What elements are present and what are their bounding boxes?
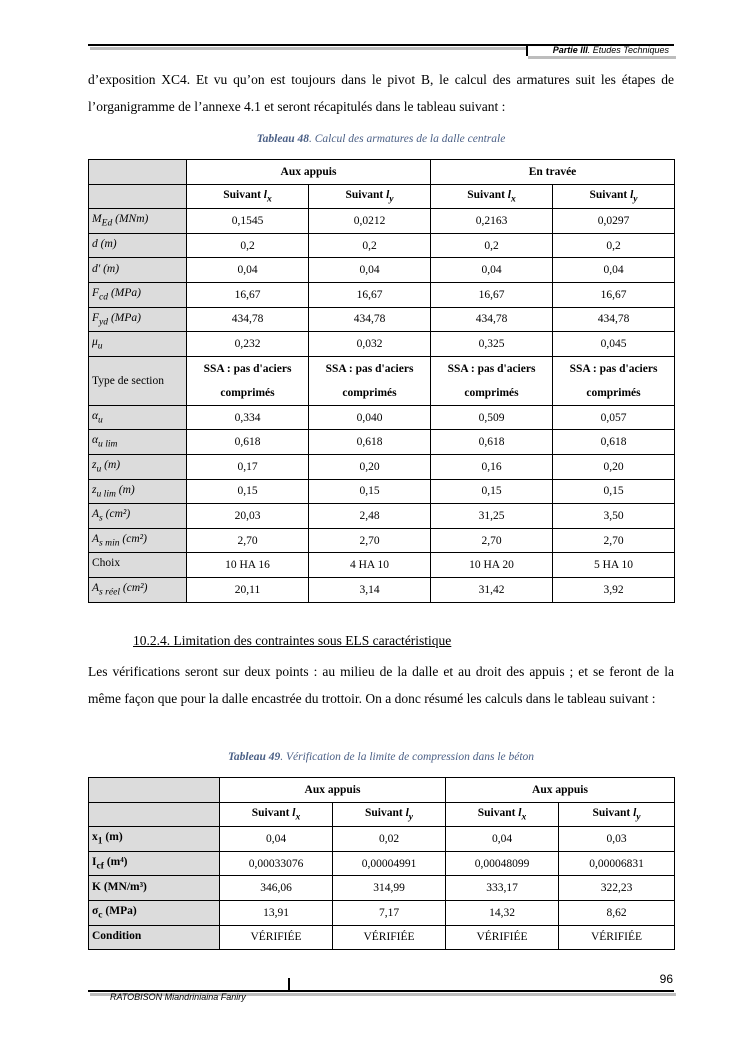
table48-cell: 0,057 [553, 405, 675, 430]
header-tab-shadow [528, 56, 676, 59]
table48-cell: 0,2 [187, 233, 309, 258]
table48-cell: 0,0297 [553, 209, 675, 234]
table48-cell: 0,2 [553, 233, 675, 258]
table49-group-1: Aux appuis [220, 778, 446, 803]
table48-cell: 0,032 [309, 332, 431, 357]
table49-col-header [89, 802, 675, 827]
header-title: . Études Techniques [587, 45, 669, 55]
table49-corner-2 [89, 802, 220, 827]
running-header [553, 45, 669, 55]
table49-row [89, 876, 675, 901]
row-label: $F_{cd}$ (MPa) [89, 282, 187, 307]
table49-row [89, 925, 675, 950]
table48-cell: 16,67 [187, 282, 309, 307]
row-label: $A_{s réel}$ (cm²) [89, 577, 187, 602]
table49-caption-number: Tableau 49 [227, 751, 281, 763]
table49-cell: VÉRIFIÉE [559, 925, 675, 950]
table48-cell: 0,2 [431, 233, 553, 258]
table48-row [89, 332, 675, 357]
table48-col-lx-1: Suivant $l_x$ [187, 184, 309, 209]
row-label: d' (m) [89, 258, 187, 283]
table49-caption-text: . Vérification de la limite de compression dans le béton [280, 751, 535, 763]
table48-row [89, 528, 675, 553]
table48-cell: 20,03 [187, 504, 309, 529]
table49-cell: VÉRIFIÉE [446, 925, 559, 950]
row-label: $z_{u lim}$ (m) [89, 479, 187, 504]
table48-cell: 10 HA 16 [187, 553, 309, 578]
table48-row [89, 577, 675, 602]
table48-cell: 16,67 [553, 282, 675, 307]
table48-cell: 0,618 [309, 430, 431, 455]
table49-cell: 333,17 [446, 876, 559, 901]
table48-cell: 4 HA 10 [309, 553, 431, 578]
table48-cell: 0,509 [431, 405, 553, 430]
table48-col-header [89, 184, 675, 209]
table48-row [89, 430, 675, 455]
table48-cell: 2,70 [187, 528, 309, 553]
table49-cell: 0,00033076 [220, 851, 333, 876]
table49-caption [88, 751, 674, 763]
page-number: 96 [659, 972, 673, 986]
header-part: Partie III [552, 45, 588, 55]
row-label: Type de section [89, 356, 187, 405]
table48-row [89, 479, 675, 504]
table49-col-ly-2: Suivant $l_y$ [559, 802, 675, 827]
table48-cell: 2,70 [309, 528, 431, 553]
table49-cell: VÉRIFIÉE [220, 925, 333, 950]
table48-cell: 0,040 [309, 405, 431, 430]
table48-cell: 2,70 [553, 528, 675, 553]
table48-cell: 31,25 [431, 504, 553, 529]
table49-group-header [89, 778, 675, 803]
table48-row [89, 258, 675, 283]
table48-cell: SSA : pas d'aciers comprimés [187, 356, 309, 405]
table49-row [89, 827, 675, 852]
table48-cell: 0,618 [187, 430, 309, 455]
table49-row [89, 851, 675, 876]
row-label: $F_{yd}$ (MPa) [89, 307, 187, 332]
table48-group-header [89, 160, 675, 185]
table48-caption-number: Tableau 48 [256, 133, 309, 145]
table48-cell: SSA : pas d'aciers comprimés [431, 356, 553, 405]
table48-cell: 434,78 [309, 307, 431, 332]
header-rule-shadow [90, 47, 528, 50]
table48-corner-2 [89, 184, 187, 209]
row-label: $\alpha_u$ [89, 405, 187, 430]
table48-cell: 0,232 [187, 332, 309, 357]
table49-cell: 0,02 [333, 827, 446, 852]
footer-tab [88, 978, 290, 992]
footer-rule [290, 990, 674, 992]
row-label: $x_1$ (m) [89, 827, 220, 852]
table48-cell: 0,20 [553, 454, 675, 479]
table48-caption [88, 133, 674, 145]
row-label: Condition [89, 925, 220, 950]
table48-cell: 0,2 [309, 233, 431, 258]
table49-col-lx-1: Suivant $l_x$ [220, 802, 333, 827]
row-label: $\alpha_{u lim}$ [89, 430, 187, 455]
footer-rule-shadow [292, 993, 676, 996]
table48-cell: 434,78 [431, 307, 553, 332]
table48-col-ly-1: Suivant $l_y$ [309, 184, 431, 209]
table49-cell: VÉRIFIÉE [333, 925, 446, 950]
table48-cell: 0,16 [431, 454, 553, 479]
table48-caption-text: . Calcul des armatures de la dalle centrale [308, 133, 506, 145]
header-rule [88, 44, 526, 46]
table48-cell: 0,04 [309, 258, 431, 283]
table48-cell: 0,1545 [187, 209, 309, 234]
row-label: $I_{cf}$ (m⁴) [89, 851, 220, 876]
subsection-heading: 10.2.4. Limitation des contraintes sous ELS caractéristique [133, 633, 452, 648]
table48-cell: 0,618 [431, 430, 553, 455]
table49-cell: 0,00004991 [333, 851, 446, 876]
table49-col-ly-1: Suivant $l_y$ [333, 802, 446, 827]
table48-cell: 10 HA 20 [431, 553, 553, 578]
table48-row [89, 282, 675, 307]
table48-corner [89, 160, 187, 185]
table48-cell: 31,42 [431, 577, 553, 602]
table48-row [89, 405, 675, 430]
row-label: $\sigma_c$ (MPa) [89, 900, 220, 925]
second-paragraph: Les vérifications seront sur deux points : au milieu de la dalle et au droit des appuis ; et se feront de la même façon que pour la dalle encastrée du trottoir. On a donc résumé les calculs dans le tableau suivant : [88, 664, 674, 706]
table48-group-appuis: Aux appuis [187, 160, 431, 185]
row-label: $A_s$ (cm²) [89, 504, 187, 529]
table48-row [89, 504, 675, 529]
table48-row [89, 553, 675, 578]
table48-row [89, 233, 675, 258]
row-label: $A_{s min}$ (cm²) [89, 528, 187, 553]
table49-cell: 0,00048099 [446, 851, 559, 876]
table48-cell: 0,15 [187, 479, 309, 504]
table48-cell: 0,618 [553, 430, 675, 455]
table48-cell: 0,045 [553, 332, 675, 357]
table48-cell: SSA : pas d'aciers comprimés [553, 356, 675, 405]
table48-col-ly-2: Suivant $l_y$ [553, 184, 675, 209]
row-label: K (MN/m³) [89, 876, 220, 901]
table48-cell: 3,92 [553, 577, 675, 602]
table48-cell: 0,20 [309, 454, 431, 479]
table48-cell: 5 HA 10 [553, 553, 675, 578]
table48-cell: 3,50 [553, 504, 675, 529]
table49-row [89, 900, 675, 925]
footer-author: RATOBISON Miandriniaina Faniry [110, 992, 246, 1002]
table48-cell: SSA : pas d'aciers comprimés [309, 356, 431, 405]
table48-cell: 2,70 [431, 528, 553, 553]
table48-cell: 0,04 [553, 258, 675, 283]
table48-row [89, 209, 675, 234]
table49-cell: 0,00006831 [559, 851, 675, 876]
table48-cell: 16,67 [431, 282, 553, 307]
table48-cell: 0,04 [431, 258, 553, 283]
table48-group-travee: En travée [431, 160, 675, 185]
table49-cell: 322,23 [559, 876, 675, 901]
table49-cell: 0,03 [559, 827, 675, 852]
row-label: $M_{Ed}$ (MNm) [89, 209, 187, 234]
table48-cell: 0,15 [553, 479, 675, 504]
table48-cell: 434,78 [553, 307, 675, 332]
table49 [88, 777, 675, 950]
table49-cell: 0,04 [220, 827, 333, 852]
table48-cell: 0,04 [187, 258, 309, 283]
table49-cell: 314,99 [333, 876, 446, 901]
table49-cell: 346,06 [220, 876, 333, 901]
row-label: d (m) [89, 233, 187, 258]
table48-cell: 20,11 [187, 577, 309, 602]
table49-cell: 14,32 [446, 900, 559, 925]
table49-cell: 7,17 [333, 900, 446, 925]
table48-cell: 3,14 [309, 577, 431, 602]
table48-cell: 2,48 [309, 504, 431, 529]
row-label: Choix [89, 553, 187, 578]
table49-cell: 8,62 [559, 900, 675, 925]
table49-cell: 0,04 [446, 827, 559, 852]
table48-cell: 0,325 [431, 332, 553, 357]
table48-cell: 0,2163 [431, 209, 553, 234]
intro-paragraph: d’exposition XC4. Et vu qu’on est toujours dans le pivot B, le calcul des armatures suit les étapes de l’organigramme de l’annexe 4.1 et seront récapitulés dans le tableau suivant : [88, 72, 674, 114]
table48-row [89, 307, 675, 332]
table49-corner [89, 778, 220, 803]
table48-cell: 0,17 [187, 454, 309, 479]
row-label: $\mu_u$ [89, 332, 187, 357]
table48-row [89, 454, 675, 479]
table49-col-lx-2: Suivant $l_x$ [446, 802, 559, 827]
table49-cell: 13,91 [220, 900, 333, 925]
table48-cell: 0,15 [431, 479, 553, 504]
table48-cell: 16,67 [309, 282, 431, 307]
table48 [88, 159, 675, 603]
table48-cell: 434,78 [187, 307, 309, 332]
table48-cell: 0,15 [309, 479, 431, 504]
table48-row-section-type [89, 356, 675, 405]
table48-cell: 0,0212 [309, 209, 431, 234]
table49-group-2: Aux appuis [446, 778, 675, 803]
row-label: $z_u$ (m) [89, 454, 187, 479]
table48-col-lx-2: Suivant $l_x$ [431, 184, 553, 209]
table48-cell: 0,334 [187, 405, 309, 430]
